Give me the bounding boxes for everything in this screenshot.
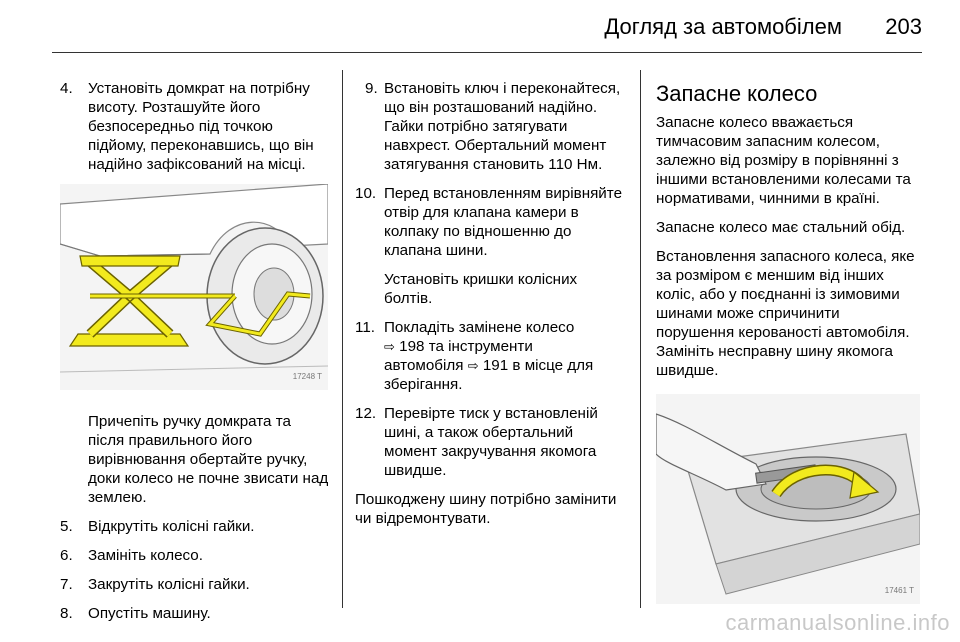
step-text: Замініть колесо. bbox=[88, 547, 203, 564]
step-text: Встановіть ключ і переконайтеся, що він розташований надійно. Гайки потрібно затягувати навхрест. Обертальний момент затягування становить 110 Нм. bbox=[384, 80, 621, 173]
page-reference-link[interactable]: 198 та інструменти bbox=[399, 338, 533, 355]
column-3 bbox=[656, 79, 922, 604]
paragraph-1: Запасне колесо вважається тимчасовим запасним колесом, залежно від розміру в порівнянні з іншими встановленими колесами та нормативами, чинними в країні. bbox=[656, 114, 911, 207]
step-number: 12. bbox=[355, 405, 377, 422]
paragraph-3: Встановлення запасного колеса, яке за розміром є меншим від інших коліс, або у поєднанні із зимовими шинами може спричинити порушення керованості автомобіля. Замініть несправну шину якомога швидше. bbox=[656, 248, 915, 379]
step-7 bbox=[60, 575, 330, 594]
header-rule bbox=[52, 52, 922, 53]
step-text: Закрутіть колісні гайки. bbox=[88, 576, 250, 593]
trunk-drawing bbox=[656, 394, 920, 604]
note-text: Пошкоджену шину потрібно замінити чи відремонтувати. bbox=[355, 491, 617, 527]
watermark: carmanualsonline.info bbox=[725, 610, 950, 635]
step-5 bbox=[60, 517, 330, 536]
figure-label: 17248 T bbox=[292, 372, 322, 381]
step-10 bbox=[355, 184, 627, 260]
step-11 bbox=[355, 318, 627, 394]
step-number: 6. bbox=[60, 547, 73, 564]
page-number: 203 bbox=[885, 14, 922, 39]
jack-drawing bbox=[60, 184, 328, 390]
step-number: 10. bbox=[355, 185, 377, 202]
step-4 bbox=[60, 79, 330, 174]
step-10-continuation: Установіть кришки колісних болтів. bbox=[384, 271, 578, 307]
step-text: Відкрутіть колісні гайки. bbox=[88, 518, 255, 535]
section-title: Догляд за автомобілем bbox=[604, 14, 842, 39]
step-4-continuation: Причепіть ручку домкрата та після правильного його вирівнювання обертайте ручку, доки колесо не почне звисати над землею. bbox=[88, 413, 329, 506]
step-text: Установіть домкрат на потрібну висоту. Розташуйте його безпосередньо під точкою підйому, переконавшись, що він надійно зафіксований на місці. bbox=[88, 80, 314, 173]
step-text: Перевірте тиск у встановленій шині, а також обертальний момент закручування якомога швидше. bbox=[384, 405, 598, 479]
jack-illustration bbox=[60, 184, 328, 390]
step-number: 9. bbox=[365, 80, 378, 97]
spare-wheel-illustration bbox=[656, 394, 920, 604]
paragraph-2: Запасне колесо має стальний обід. bbox=[656, 219, 906, 236]
step-text-b: автомобіля bbox=[384, 357, 464, 374]
column-2 bbox=[355, 79, 627, 538]
section-heading: Запасне колесо bbox=[656, 81, 818, 106]
page-reference-icon: ⇨ bbox=[467, 358, 479, 373]
step-number: 7. bbox=[60, 576, 73, 593]
step-number: 11. bbox=[355, 319, 375, 336]
step-text-a: Покладіть замінене колесо bbox=[384, 319, 575, 336]
step-12 bbox=[355, 404, 627, 480]
page-header bbox=[0, 0, 960, 56]
step-text: Опустіть машину. bbox=[88, 605, 211, 622]
column-1 bbox=[60, 79, 330, 633]
step-8 bbox=[60, 604, 330, 623]
step-9 bbox=[355, 79, 627, 174]
step-number: 4. bbox=[60, 80, 73, 97]
column-divider-2 bbox=[640, 70, 641, 608]
column-divider-1 bbox=[342, 70, 343, 608]
step-6 bbox=[60, 546, 330, 565]
step-number: 5. bbox=[60, 518, 73, 535]
page-reference-link[interactable]: 191 в місце для зберігання. bbox=[384, 357, 594, 393]
page-reference-icon: ⇨ bbox=[384, 339, 395, 354]
step-text: Перед встановленням вирівняйте отвір для клапана камери в колпаку по відношенню до клапана шини. bbox=[384, 185, 623, 259]
figure-label: 17461 T bbox=[884, 586, 914, 595]
step-number: 8. bbox=[60, 605, 73, 622]
